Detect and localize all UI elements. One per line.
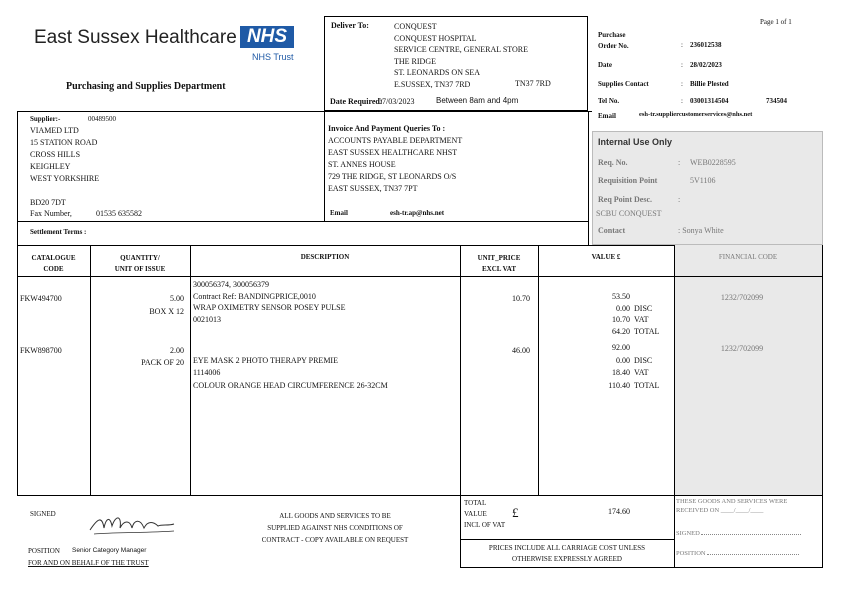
internal-contact: Sonya White: [682, 226, 724, 235]
department-title: Purchasing and Supplies Department: [66, 81, 226, 92]
row-code: FKW494700: [20, 294, 62, 303]
row-unit: BOX X 12: [149, 307, 184, 316]
settlement-terms: Settlement Terms :: [30, 228, 87, 236]
req-desc-label: Req Point Desc.: [598, 195, 652, 204]
date-label: Date: [598, 61, 612, 69]
req-desc: SCBU CONQUEST: [596, 209, 662, 218]
row-description: EYE MASK 2 PHOTO THERAPY PREMIE 1114006 COLOUR ORANGE HEAD CIRCUMFERENCE 26-32CM: [193, 355, 388, 390]
position-label: POSITION: [28, 547, 60, 555]
order-date: 28/02/2023: [690, 61, 722, 69]
invoice-label: Invoice And Payment Queries To :: [328, 124, 446, 133]
internal-use-title: Internal Use Only: [598, 137, 673, 147]
deliver-postcode: TN37 7RD: [515, 79, 551, 88]
nhs-logo: NHS: [240, 26, 294, 48]
page-number: Page 1 of 1: [760, 18, 792, 26]
conditions-text: ALL GOODS AND SERVICES TO BE SUPPLIED AGAINST NHS CONDITIONS OF CONTRACT - COPY AVAILABLE ON REQUEST: [261, 512, 409, 544]
col-unit-price: UNIT_PRICE EXCL VAT: [477, 254, 521, 273]
req-point: 5V1106: [690, 176, 716, 185]
row-value-labels: DISC VAT TOTAL: [634, 303, 660, 336]
date-required-label: Date Required:: [330, 97, 383, 106]
received-note: THESE GOODS AND SERVICES WERE RECEIVED ON ____/____/____: [676, 498, 788, 514]
col-value: VALUE £: [591, 253, 621, 261]
supplies-contact: Billie Plested: [690, 80, 729, 88]
col-financial-code: FINANCIAL CODE: [718, 253, 778, 261]
fax-number: 01535 635582: [96, 209, 142, 218]
trust-name: NHS Trust: [252, 52, 294, 62]
row-unit: PACK OF 20: [141, 358, 184, 367]
supplier-number: 00489500: [88, 115, 116, 123]
delivery-window: Between 8am and 4pm: [436, 96, 519, 105]
financial-code-column: [674, 245, 823, 495]
row-price: 46.00: [512, 346, 530, 355]
req-no-label: Req. No.: [598, 158, 628, 167]
received-signed: SIGNED: [676, 530, 801, 537]
supplier-label: Supplier:-: [30, 115, 61, 123]
received-position: POSITION: [676, 550, 799, 557]
row-values: 53.50 0.00 10.70 64.20: [612, 292, 630, 336]
position-value: Senior Category Manager: [72, 547, 147, 554]
contact-label: Contact: [598, 226, 626, 235]
deliver-label: Deliver To:: [331, 21, 369, 30]
row-price: 10.70: [512, 294, 530, 303]
fax-label: Fax Number,: [30, 209, 72, 218]
po-label: Purchase Order No.: [598, 31, 629, 50]
tel-number: 03001314504: [690, 97, 729, 105]
tel-label: Tel No.: [598, 97, 620, 105]
signature-image: [88, 510, 178, 536]
req-point-label: Requisition Point: [598, 176, 658, 185]
invoice-email[interactable]: esh-tr.ap@nhs.net: [390, 209, 445, 217]
row-description: 300056374, 300056379 Contract Ref: BANDINGPRICE,0010 WRAP OXIMETRY SENSOR POSEY PULSE 0021013: [193, 280, 346, 324]
grand-total: 174.60: [608, 507, 630, 516]
supplier-postcode: BD20 7DT: [30, 198, 66, 207]
behalf-text: FOR AND ON BEHALF OF THE TRUST: [28, 559, 149, 567]
order-email[interactable]: esh-tr.suppliercustomerservices@nhs.net: [639, 111, 753, 118]
po-number: 236012538: [690, 41, 722, 49]
total-label: TOTAL VALUE INCL OF VAT: [464, 499, 506, 529]
row-qty: 5.00: [170, 294, 184, 303]
req-no: WEB0228595: [690, 158, 736, 167]
date-required: 07/03/2023: [378, 97, 415, 106]
tel-ext: 734504: [766, 97, 787, 105]
row-code: FKW898700: [20, 346, 62, 355]
col-quantity: QUANTITY/ UNIT OF ISSUE: [114, 254, 166, 273]
invoice-address: ACCOUNTS PAYABLE DEPARTMENT EAST SUSSEX HEALTHCARE NHST ST. ANNES HOUSE 729 THE RIDGE, ST LEONARDS O/S EAST SUSSEX, TN37 7PT: [328, 136, 463, 193]
row-qty: 2.00: [170, 346, 184, 355]
row-value-labels: DISC VAT TOTAL: [634, 355, 660, 390]
col-description: DESCRIPTION: [300, 253, 350, 261]
supplier-address: VIAMED LTD 15 STATION ROAD CROSS HILLS KEIGHLEY WEST YORKSHIRE: [30, 126, 100, 183]
col-catalogue-code: CATALOGUE CODE: [31, 254, 76, 273]
row-financial-code: 1232/702099: [720, 344, 764, 353]
email-label: Email: [598, 112, 616, 120]
currency-symbol: £: [512, 505, 519, 520]
signed-label: SIGNED: [30, 510, 56, 518]
prices-note: PRICES INCLUDE ALL CARRIAGE COST UNLESS OTHERWISE EXPRESSLY AGREED: [488, 544, 646, 563]
supplies-contact-label: Supplies Contact: [598, 80, 649, 88]
deliver-address: CONQUEST CONQUEST HOSPITAL SERVICE CENTRE, GENERAL STORE THE RIDGE ST. LEONARDS ON SEA E.SUSSEX, TN37 7RD: [394, 22, 529, 89]
row-financial-code: 1232/702099: [720, 293, 764, 302]
org-name: East Sussex Healthcare: [34, 27, 237, 48]
invoice-email-label: Email: [330, 209, 348, 217]
row-values: 92.00 0.00 18.40 110.40: [608, 343, 630, 390]
